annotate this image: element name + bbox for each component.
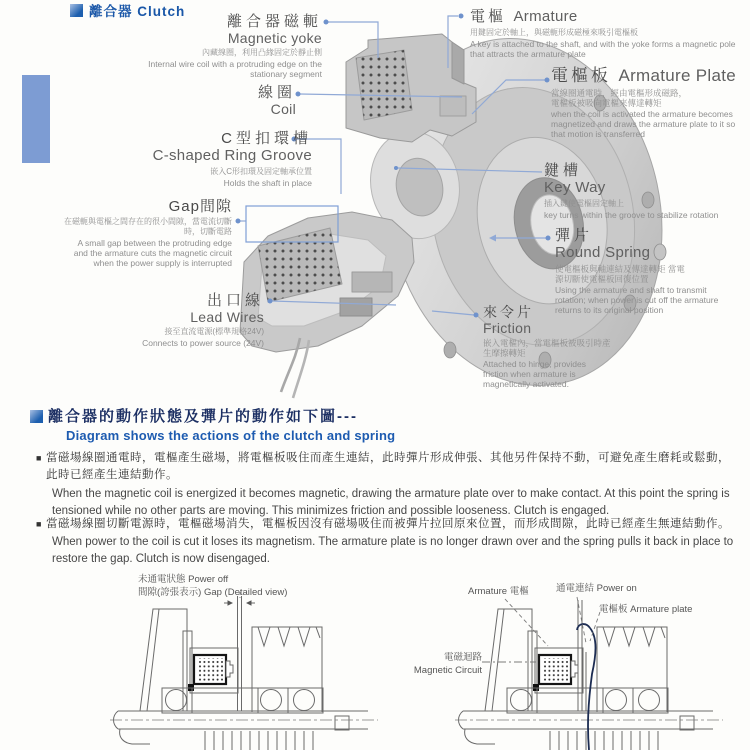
label-armature-plate-pointer: 電樞板 Armature plate	[599, 604, 693, 615]
callout-lead-wires	[64, 292, 264, 348]
paragraph2-en: When power to the coil is cut it loses its magnetism. The armature plate is no longer drawn over and the spring pulls it back in place to restore the gap. Clutch is now disengaged.	[52, 536, 734, 565]
part-name-en: Magnetic yoke	[227, 30, 322, 47]
bullet-icon: ■	[36, 519, 42, 529]
section2-title-en: Diagram shows the actions of the clutch and spring	[66, 428, 396, 443]
part-desc-en: Using the armature and shaft to transmit rotation; when power is cut off the armature returns to its original position	[555, 284, 719, 315]
part-name-en: Key Way	[544, 179, 606, 197]
part-desc-zh: 嵌入C形扣環及固定軸承位置	[210, 166, 312, 176]
part-desc-en: when the coil is activated the armature becomes magnetized and draws the armature plate to it so that motion is transferred	[551, 109, 736, 140]
callout-magnetic-yoke	[62, 13, 322, 79]
label-magnetic-circuit	[408, 652, 482, 677]
part-name-en: Round Spring	[555, 244, 651, 262]
part-desc-zh: 當線圈通電時，經由電樞形成磁路，電樞板被吸向電樞來傳達轉矩	[551, 88, 688, 109]
part-desc-zh: 嵌入電樞內，當電樞板被吸引時產生摩擦轉矩	[483, 338, 611, 359]
part-name-zh: 出口線	[206, 292, 264, 309]
part-name-zh: 線圈	[257, 84, 296, 101]
part-desc-en: Internal wire coil with a protruding edge on the stationary segment	[148, 59, 322, 80]
part-name-zh: 鍵槽	[544, 162, 583, 179]
paragraph2-zh: 當磁場線圈切斷電源時，電樞磁場消失，電樞板因沒有磁場吸住而被彈片拉回原來位置，而形成間隙，此時已經產生無連結動作。	[46, 518, 730, 530]
label-magnetic-circuit-zh: 電磁迴路	[443, 652, 482, 663]
label-power-off: 未通電狀態 Power off	[138, 574, 229, 585]
part-name-zh: 離合器磁軛	[226, 13, 322, 30]
callout-c-ring-groove	[52, 130, 312, 188]
part-name-en: C-shaped Ring Groove	[152, 147, 312, 165]
page-edge-tab	[22, 75, 50, 163]
part-desc-zh: 接至直流電源(標準規格24V)	[164, 327, 264, 337]
callout-key-way	[544, 162, 750, 220]
callout-armature-plate	[551, 66, 750, 139]
part-name-zh: C型扣環槽	[221, 130, 312, 147]
callout-gap	[57, 198, 232, 268]
label-magnetic-circuit-en: Magnetic Circuit	[413, 664, 482, 676]
part-desc-zh: 使電樞板與軸連結及傳達轉矩 當電源切斷使電樞板回復位置	[555, 263, 685, 284]
part-desc-en: A key is attached to the shaft, and with the yoke forms a magnetic pole that attracts the armature plate	[470, 39, 736, 60]
part-desc-en: key turns within the groove to stabilize rotation	[544, 209, 719, 220]
part-desc-en: Holds the shaft in place	[223, 177, 312, 188]
part-desc-zh: 插入鍵使電樞固定軸上	[544, 198, 624, 208]
part-name-en: Armature Plate	[618, 66, 737, 85]
figure-left-labels	[138, 574, 287, 599]
part-desc-zh: 在磁軛與電樞之間存在的很小間隙，當電流切斷時，切斷電路	[64, 217, 232, 237]
section2-title-zh: 離合器的動作狀態及彈片的動作如下圖---	[48, 408, 358, 425]
paragraph1-zh: 當磁場線圈通電時，電樞產生磁場，將電樞板吸住而產生連結，此時彈片形成伸張、其他另件保持不動，可避免產生磨耗或鬆動，此時已經產生連結動作。	[46, 452, 730, 481]
callout-armature	[470, 8, 750, 59]
section-marker-icon	[30, 410, 43, 423]
page-title: 離合器 Clutch	[89, 4, 186, 19]
part-name-en: Coil	[270, 101, 296, 118]
part-name-zh: 電樞板	[551, 66, 611, 85]
label-armature-pointer: Armature 電樞	[468, 586, 529, 597]
callout-friction	[483, 304, 613, 389]
part-desc-en: Connects to power source (24V)	[142, 338, 264, 349]
paragraph1-en: When the magnetic coil is energized it becomes magnetic, drawing the armature plate over to make contact. At this point the spring is tensioned while no other parts are moving. This minimizes friction and possible looseness. Clutch is engaged.	[52, 488, 730, 517]
callout-coil	[146, 84, 296, 117]
part-heading	[470, 8, 750, 26]
part-desc-en: A small gap between the protruding edge and the armature cuts the magnetic circuit when the power supply is interrupted	[73, 238, 232, 269]
part-name-zh: 來令片	[483, 304, 534, 320]
part-name-zh: 電樞	[470, 8, 507, 25]
label-power-on: 通電連結 Power on	[556, 583, 637, 594]
part-desc-zh: 內藏線圈，利用凸緣固定於靜止側	[202, 48, 322, 58]
callout-round-spring	[555, 227, 745, 315]
bullet-icon: ■	[36, 453, 42, 463]
part-name-zh: 彈片	[555, 227, 594, 244]
part-heading	[551, 66, 750, 86]
part-name-zh: Gap間隙	[168, 198, 232, 215]
part-name-en: Armature	[513, 8, 578, 25]
part-desc-zh: 用鍵固定於軸上，與磁軛形成磁極來吸引電樞板	[470, 28, 638, 38]
part-name-en: Friction	[483, 320, 532, 337]
part-name-en: Lead Wires	[190, 309, 264, 326]
label-gap-detail: 間隙(誇張表示) Gap (Detailed view)	[138, 586, 288, 598]
part-desc-en: Attached to hinge, provides friction when armature is magnetically activated.	[483, 359, 587, 390]
